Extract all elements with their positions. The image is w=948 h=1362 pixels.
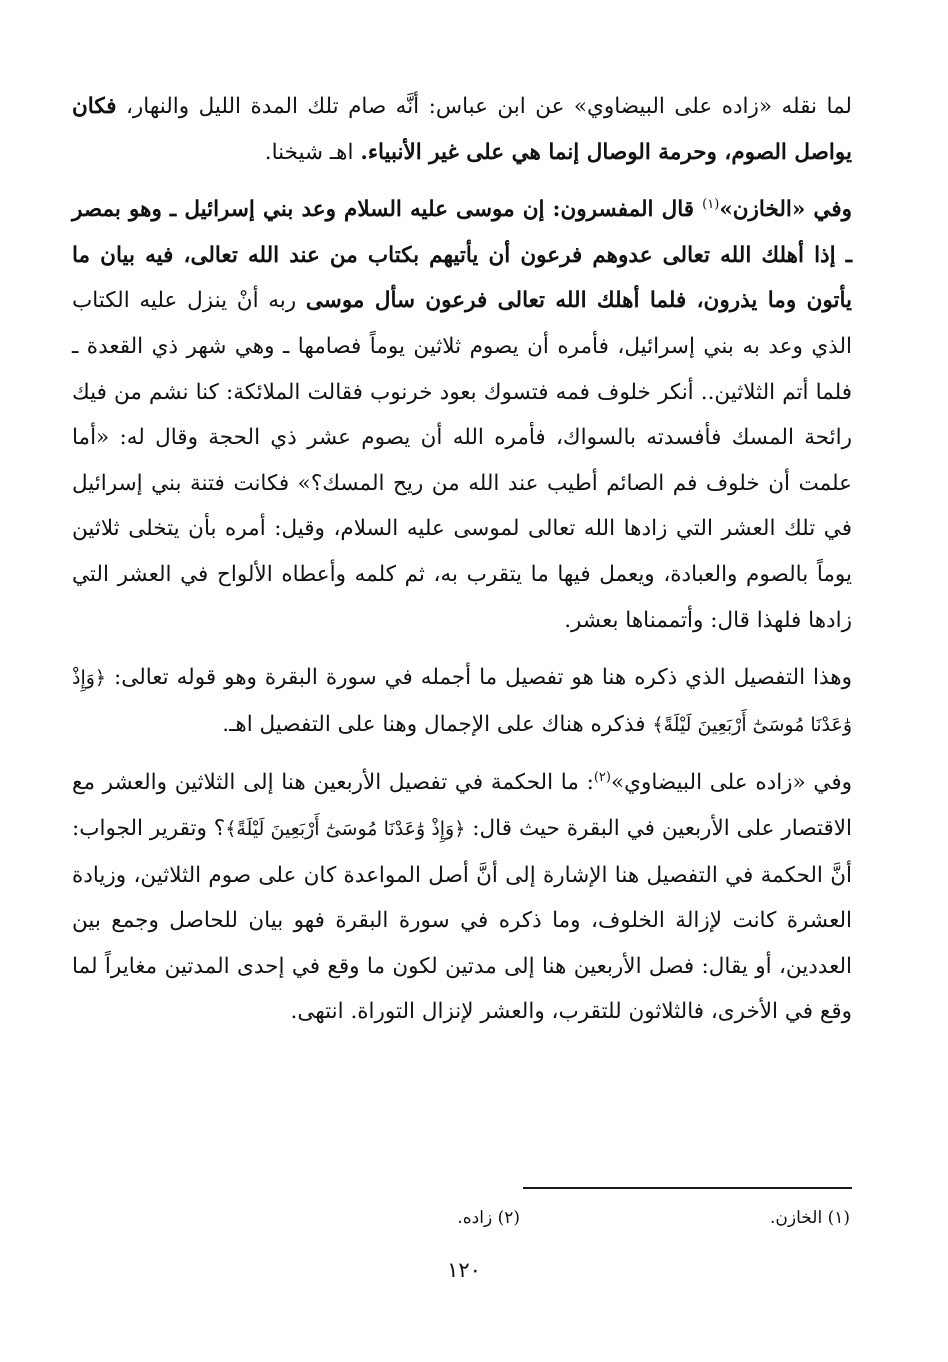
footnote-ref-1: (١) bbox=[702, 197, 720, 213]
footnote-2: (٢) زاده. bbox=[457, 1208, 520, 1228]
paragraph-1-text-c: اهـ شيخنا. bbox=[264, 139, 361, 165]
paragraph-3 bbox=[72, 655, 852, 748]
paragraph-4 bbox=[72, 760, 852, 1035]
paragraph-2 bbox=[72, 187, 852, 643]
paragraph-2-text-b: قال المفسرون: إن موسى عليه السلام وعد بني إسرائيل ـ وهو بمصر ـ إذا أهلك الله تعالى عدوهم فرعون أن يأتيهم بكتاب من عند الله تعالى، فيه بيان ما يأتون وما يذرون، فلما أهلك الله تعالى فرعون سأل موسى bbox=[72, 197, 852, 314]
quran-verse-2: ﴿وَإِذْ وَٰعَدْنَا مُوسَىٰٓ أَرْبَعِينَ لَيْلَةً﴾ bbox=[225, 817, 466, 840]
paragraph-1-text-a: لما نقله «زاده على البيضاوي» عن ابن عباس: أنَّه صام تلك المدة الليل والنهار، bbox=[116, 94, 852, 119]
paragraph-3-text-b: فذكره هناك على الإجمال وهنا على التفصيل اهـ. bbox=[222, 711, 653, 737]
paragraph-1-text-b: فكان يواصل الصوم، وحرمة الوصال إنما هي على غير الأنبياء. bbox=[72, 94, 852, 165]
paragraph-2-text-c: ربه أنْ ينزل عليه الكتاب الذي وعد به بني إسرائيل، فأمره أن يصوم ثلاثين يوماً فصامها ـ وهي شهر ذي القعدة ـ فلما أتم الثلاثين.. أنكر خلوف فمه فتسوك بعود خرنوب فقالت الملائكة: كنا نشم من فيك رائحة المسك فأفسدته بالسواك، فأمره الله أن يصوم عشر ذي الحجة وقال له: «أما علمت أن خلوف فم الصائم أطيب عند الله من ريح المسك؟» فكانت فتنة بني إسرائيل في تلك العشر التي زادها الله تعالى لموسى عليه السلام، وقيل: أمره بأن يتخلى ثلاثين يوماً بالصوم والعبادة، ويعمل فيها ما يتقرب به، ثم كلمه وأعطاه الألواح في العشر التي زادها فلهذا قال: وأتممناها بعشر. bbox=[72, 288, 852, 633]
paragraph-4-text-b: : ما الحكمة في تفصيل الأربعين هنا إلى الثلاثين والعشر مع الاقتصار على الأربعين في البقرة حيث قال: bbox=[72, 770, 852, 841]
page-number: ١٢٠ bbox=[447, 1258, 481, 1282]
paragraph-3-text-a: وهذا التفصيل الذي ذكره هنا هو تفصيل ما أجمله في سورة البقرة وهو قوله تعالى: bbox=[106, 665, 852, 691]
paragraph-4-text-c: ؟ وتقرير الجواب: أنَّ الحكمة في التفصيل هنا الإشارة إلى أنَّ أصل المواعدة كان على صوم الثلاثين، وزيادة العشرة كانت لإزالة الخلوف، وما ذكره في سورة البقرة فهو بيان للحاصل وجمع بين العددين، أو يقال: فصل الأربعين هنا إلى مدتين لكون ما وقع في إحدى المدتين مغايراً لما وقع في الأخرى، فالثلاثون للتقرب، والعشر لإنزال التوراة. انتهى. bbox=[72, 815, 852, 1025]
footnote-divider bbox=[523, 1187, 852, 1189]
footnote-1: (١) الخازن. bbox=[770, 1208, 850, 1228]
quran-verse-1: ﴿وَإِذْ وَٰعَدْنَا مُوسَىٰٓ أَرْبَعِينَ لَيْلَةً﴾ bbox=[72, 667, 852, 736]
page-body bbox=[72, 84, 852, 1035]
footnote-ref-2: (٢) bbox=[593, 770, 611, 786]
paragraph-4-text-a: وفي «زاده على البيضاوي» bbox=[610, 770, 853, 796]
paragraph-1 bbox=[72, 84, 852, 175]
paragraph-2-text-a: وفي «الخازن» bbox=[719, 197, 852, 223]
